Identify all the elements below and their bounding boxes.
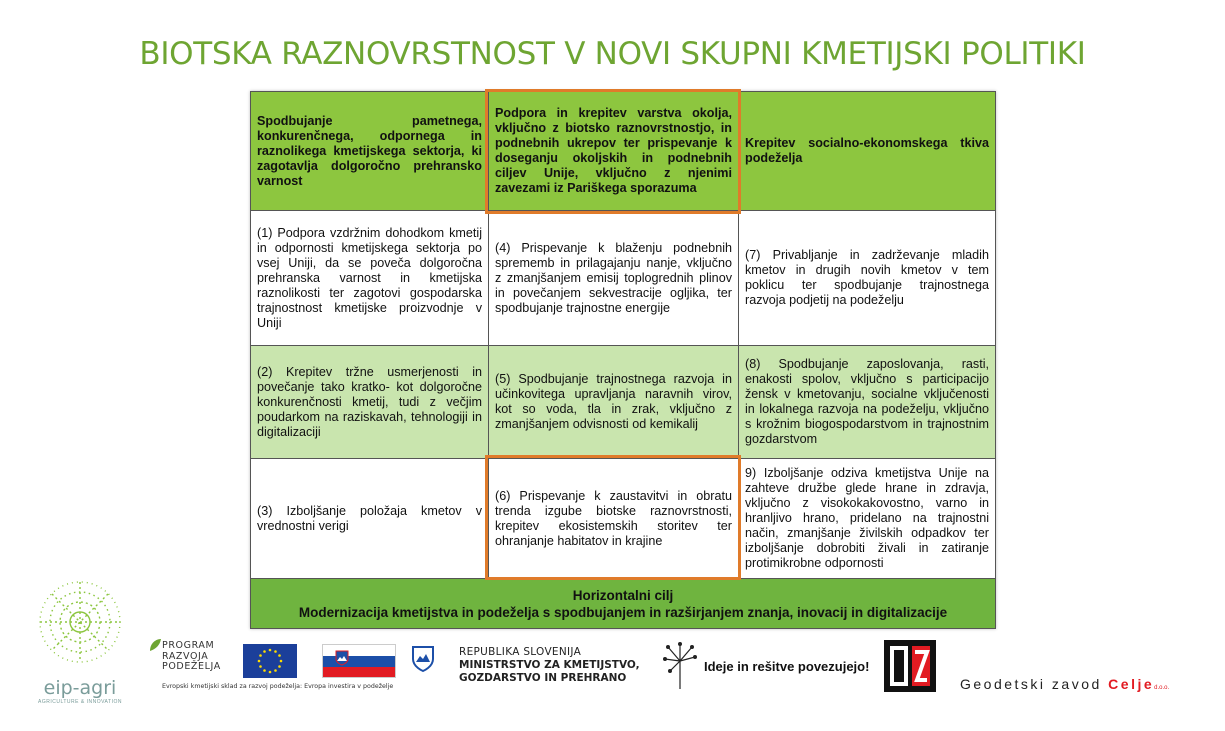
eu-stars-icon bbox=[243, 644, 297, 678]
eu-fund-caption: Evropski kmetijski sklad za razvoj podeželja: Evropa investira v podeželje bbox=[162, 683, 394, 690]
eip-agri-logo bbox=[20, 574, 140, 709]
objective-cell-6: (6) Prispevanje k zaustavitvi in obratu trenda izgube biotske raznovrstnosti, krepitev ekosistemskih storitev ter ohranjanje habitatov in krajine bbox=[489, 459, 739, 579]
objective-cell-2: (2) Krepitev tržne usmerjenosti in povečanje tako kratko- kot dolgoročne konkurenčnosti kmetij, tudi z večjim poudarkom na raziskavah, tehnologiji in digitalizaciji bbox=[250, 346, 489, 459]
dandelion-icon bbox=[660, 641, 702, 691]
objective-cell-7: (7) Privabljanje in zadrževanje mladih kmetov in drugih novih kmetov v tem poklicu ter spodbujanje trajnostnega razvoja podjetij na podeželju bbox=[739, 211, 996, 346]
gz-logo-icon bbox=[884, 640, 936, 692]
prp-line-1: PROGRAM bbox=[162, 640, 215, 651]
horizontal-objective-title: Horizontalni cilj bbox=[572, 587, 674, 603]
leaf-icon bbox=[148, 637, 162, 653]
objective-cell-4: (4) Prispevanje k blaženju podnebnih sprememb in prilagajanju nanje, vključno z zmanjšanjem emisij toplogrednih plinov in povečanjem sekvestracije ogljika, ter spodbujanje trajnostne energije bbox=[489, 211, 739, 346]
objective-cell-8: (8) Spodbujanje zaposlovanja, rasti, enakosti spolov, vključno s participacijo žensk v kmetovanju, socialne vključenosti in lokalnega razvoja na podeželju, vključno s krožnim biogospodarstvom in trajnostnim gozdarstvom bbox=[739, 346, 996, 459]
ministry-line-3: GOZDARSTVO IN PREHRANO bbox=[459, 672, 627, 684]
coat-of-arms-icon bbox=[335, 650, 349, 666]
prp-logo bbox=[148, 637, 248, 687]
gz-city: Celje bbox=[1108, 676, 1155, 692]
header-cell-3: Krepitev socialno-ekonomskega tkiva podeželja bbox=[739, 91, 996, 211]
eip-agri-sublabel: AGRICULTURE & INNOVATION bbox=[38, 699, 122, 705]
eip-agri-label: eip-agri bbox=[43, 677, 117, 699]
gz-company-name bbox=[960, 676, 1169, 692]
table-row bbox=[250, 211, 996, 346]
ministry-line-2: MINISTRSTVO ZA KMETIJSTVO, bbox=[459, 659, 640, 671]
page-title: BIOTSKA RAZNOVRSTNOST V NOVI SKUPNI KMETIJSKI POLITIKI bbox=[139, 36, 1086, 72]
eu-flag bbox=[243, 644, 297, 678]
gz-suffix: d.o.o. bbox=[1154, 685, 1170, 691]
table-header-row bbox=[250, 91, 996, 211]
ministry-label bbox=[459, 646, 640, 685]
eip-agri-emblem-icon bbox=[20, 574, 140, 674]
prp-line-2: RAZVOJA bbox=[162, 650, 209, 662]
ministry-line-1: REPUBLIKA SLOVENIJA bbox=[459, 646, 582, 658]
horizontal-objective-text: Modernizacija kmetijstva in podeželja s spodbujanjem in razširjanjem znanja, inovacij in digitalizacije bbox=[298, 604, 948, 620]
objective-cell-5: (5) Spodbujanje trajnostnega razvoja in učinkovitega upravljanja naravnih virov, kot so voda, tla in zrak, vključno z zmanjšanjem odvisnosti od kemikalij bbox=[489, 346, 739, 459]
header-cell-2: Podpora in krepitev varstva okolja, vključno z biotsko raznovrstnostjo, in podnebnih ukrepov ter prispevanje k doseganju okoljskih in podnebnih ciljev Unije, vključno z njenimi zavezami iz Pariškega sporazuma bbox=[489, 91, 739, 211]
objective-cell-1: (1) Podpora vzdržnim dohodkom kmetij in odpornosti kmetijskega sektorja po vsej Uniji, da se poveča dolgoročna prehranska varnost in kmetijska raznolikosti ter zagotovi gospodarska trajnostnost kmetijske proizvodnje v Uniji bbox=[250, 211, 489, 346]
ideje-slogan: Ideje in rešitve povezujejo! bbox=[704, 659, 870, 674]
header-cell-1: Spodbujanje pametnega, konkurenčnega, odpornega in raznolikega kmetijskega sektorja, ki zagotavlja dolgoročno prehransko varnost bbox=[250, 91, 489, 211]
horizontal-objective bbox=[250, 579, 996, 629]
prp-line-3: PODEŽELJA bbox=[162, 661, 221, 672]
ministry-emblem-icon bbox=[411, 645, 435, 673]
gz-name: Geodetski zavod bbox=[960, 676, 1109, 692]
slovenian-flag bbox=[322, 644, 396, 678]
objective-cell-9: 9) Izboljšanje odziva kmetijstva Unije na zahteve družbe glede hrane in zdravja, vključno z visokokakovostno, varno in hranljivo hrano, pridelano na trajnostni način, zmanjšanje živilskih odpadkov ter izboljšanje dobrobiti živali in zatiranje protimikrobne odpornosti bbox=[739, 459, 996, 579]
table-row bbox=[250, 459, 996, 579]
table-row bbox=[250, 346, 996, 459]
objectives-table bbox=[250, 91, 996, 629]
objective-cell-3: (3) Izboljšanje položaja kmetov v vrednostni verigi bbox=[250, 459, 489, 579]
